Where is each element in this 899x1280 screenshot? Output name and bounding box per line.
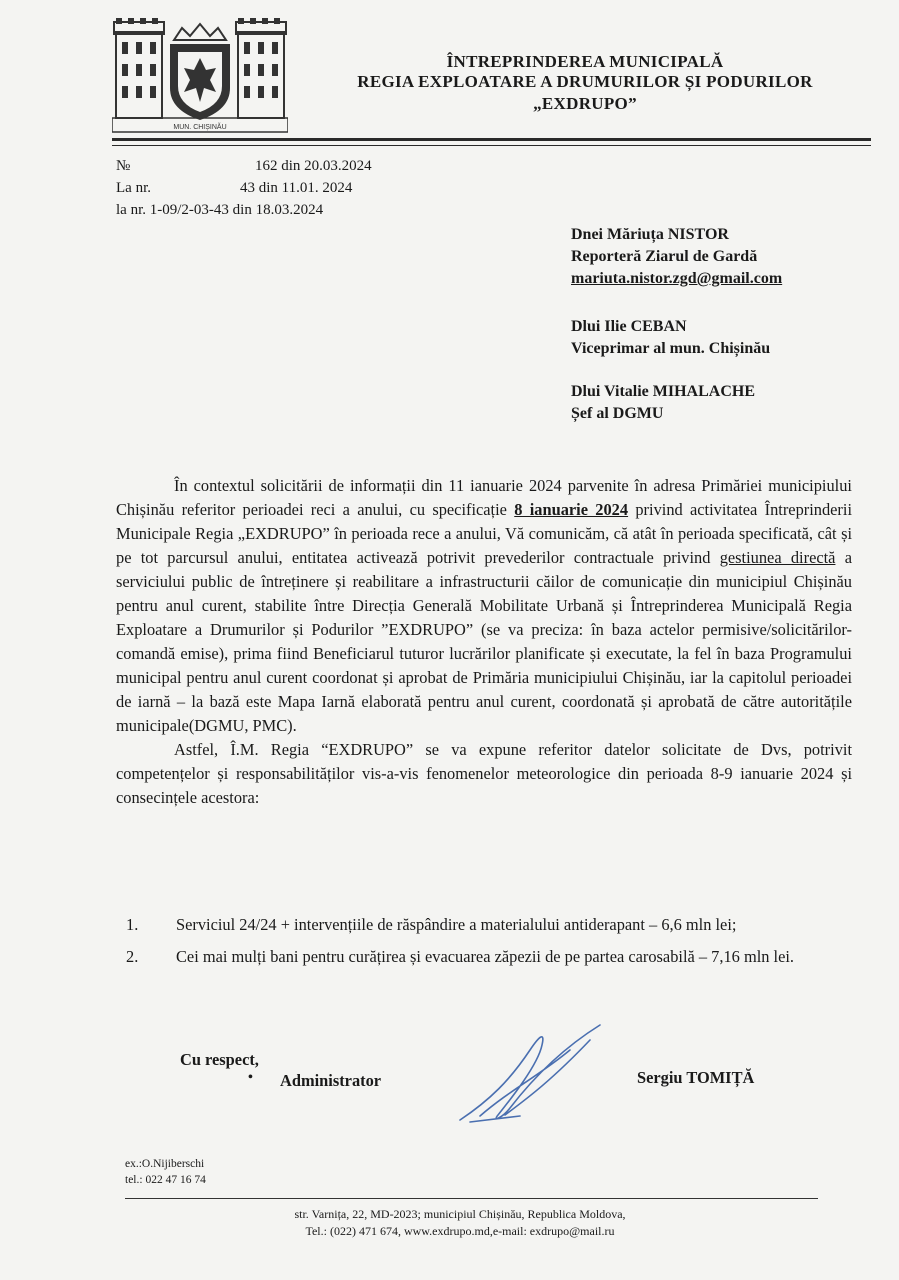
- header-divider-thick: [112, 138, 871, 141]
- letter-body: [116, 474, 852, 810]
- p1-direct-management-underlined: gestiunea directă: [719, 548, 836, 567]
- closing-regards: Cu respect,: [180, 1050, 259, 1069]
- addressee-1-name: Dnei Măriuța NISTOR: [571, 226, 729, 243]
- addressee-3-name: Dlui Vitalie MIHALACHE: [571, 383, 756, 400]
- list-item-number: 2.: [126, 947, 139, 966]
- ref-la-label: La nr.: [116, 180, 151, 196]
- executor-phone: tel.: 022 47 16 74: [125, 1174, 206, 1186]
- ref-no-value: 162 din 20.03.2024: [255, 158, 372, 174]
- addressee-1-title: Reporteră Ziarul de Gardă: [571, 248, 758, 265]
- footer-divider: [125, 1198, 818, 1199]
- executor-name: ex.:O.Nijiberschi: [125, 1158, 205, 1170]
- crest-caption: MUN. CHIȘINĂU: [173, 124, 227, 131]
- footer-address: str. Varnița, 22, MD-2023; municipiul Chișinău, Republica Moldova,: [294, 1207, 626, 1221]
- bullet-dot: •: [248, 1070, 253, 1085]
- ref-la2-line: la nr. 1-09/2-03-43 din 18.03.2024: [116, 202, 324, 218]
- ref-la-value: 43 din 11.01. 2024: [240, 180, 353, 196]
- list-item-text: Serviciul 24/24 + intervențiile de răspândire a materialului antiderapant – 6,6 mln lei;: [176, 915, 737, 934]
- org-name-line2: REGIA EXPLOATARE A DRUMURILOR ȘI PODURILOR: [357, 72, 813, 91]
- addressee-2-title: Viceprimar al mun. Chișinău: [571, 340, 771, 357]
- p1-date-highlight: 8 ianuarie 2024: [514, 500, 629, 519]
- paragraph-1: [116, 474, 852, 738]
- paragraph-2: Astfel, Î.M. Regia “EXDRUPO” se va expune referitor datelor solicitate de Dvs, potrivit competențelor și responsabilităților vis-a-vis fenomenelor meteorologice din perioada 8-9 ianuarie 2024 și consecințele acestora:: [116, 740, 852, 807]
- signatory-name: Sergiu TOMIȚĂ: [637, 1068, 755, 1087]
- addressee-2-name: Dlui Ilie CEBAN: [571, 318, 687, 335]
- list-item: [116, 912, 852, 938]
- numbered-list: [116, 912, 852, 976]
- footer-contacts: Tel.: (022) 471 674, www.exdrupo.md,e-mail: exdrupo@mail.ru: [305, 1224, 615, 1238]
- org-name-line3: „EXDRUPO”: [533, 94, 637, 113]
- p1-text-c: a serviciului public de întreținere și reabilitare a infrastructurii căilor de comunicație din municipiul Chișinău pentru anul curent, stabilite între Direcția Generală Mobilitate Urbană și Întreprinderea Municipală Regia Exploatare a Drumurilor și Podurilor ”EXDRUPO” (se va preciza: în baza actelor permisive/solicitărilor-comandă emise), prima fiind Beneficiarul tuturor lucrărilor planificate și executate, la fel în baza Programului municipal pentru anul curent coordonat și aprobat de Primăria municipiului Chișinău, iar la capitolul perioadei de iarnă – la bază este Mapa Iarnă elaborată pentru anul curent, coordonată și aprobată de către autoritățile municipale(DGMU, PMC).: [116, 548, 852, 735]
- ref-no-label: №: [116, 158, 131, 174]
- p1-text-a: În contextul solicitării de informații din 11 ianuarie 2024 parvenite în adresa Primăriei municipiului Chișinău referitor perioadei reci a anului, cu specificație: [116, 476, 852, 519]
- list-item-number: 1.: [126, 915, 139, 934]
- org-name-line1: ÎNTREPRINDEREA MUNICIPALĂ: [446, 52, 724, 71]
- signatory-role: Administrator: [280, 1071, 382, 1090]
- list-item: [116, 944, 852, 970]
- addressee-1-email-link[interactable]: mariuta.nistor.zgd@gmail.com: [571, 270, 783, 287]
- chisinau-coat-of-arms-logo: [112, 18, 288, 134]
- header-divider-thin: [112, 145, 871, 146]
- list-item-text: Cei mai mulți bani pentru curățirea și evacuarea zăpezii de pe partea carosabilă – 7,16 mln lei.: [176, 947, 795, 966]
- handwritten-signature: [450, 1020, 620, 1130]
- addressee-3-title: Șef al DGMU: [571, 405, 664, 422]
- p1-text-b: privind activitatea Întreprinderii Municipale Regia „EXDRUPO” în perioada rece a anului, Vă comunicăm, că atât în perioada specificată, cât și pe tot parcursul anului, entitatea activează potrivit prevederilor contractuale privind: [116, 500, 853, 567]
